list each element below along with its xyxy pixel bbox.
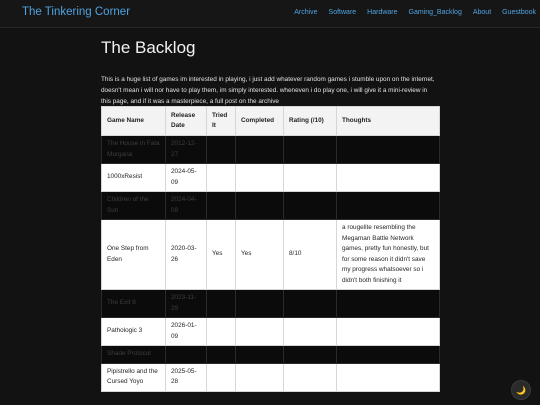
cell-completed: Yes (236, 220, 284, 290)
cell-thoughts (337, 192, 440, 220)
cell-tried-it (207, 318, 236, 346)
cell-tried-it (207, 346, 236, 364)
nav-link-gaming-backlog[interactable]: Gaming_Backlog (408, 9, 462, 16)
cell-rating: 8/10 (284, 220, 337, 290)
header-release-date: Release Date (166, 107, 207, 136)
cell-completed (236, 363, 284, 391)
cell-game-name: Pipistrello and the Cursed Yoyo (102, 363, 166, 391)
cell-release-date (166, 346, 207, 364)
cell-game-name: 1000xResist (102, 164, 166, 192)
intro-paragraph: This is a huge list of games im interested in playing, i just add whatever random games i stumble upon on the internet, doesn't mean i will nor have to play them, im simply interested. wheneven i do play one, i will give it a mini-review in this page, and if it was a masterpiece, a full post on the archive (101, 76, 435, 105)
cell-completed (236, 136, 284, 164)
cell-release-date: 2023-11-29 (166, 290, 207, 318)
cell-tried-it (207, 192, 236, 220)
cell-game-name: The Exit 8 (102, 290, 166, 318)
cell-game-name: Pathologic 3 (102, 318, 166, 346)
theme-toggle-button[interactable] (511, 380, 531, 400)
nav-link-guestbook[interactable]: Guestbook (502, 9, 536, 16)
cell-completed (236, 192, 284, 220)
header-rating: Rating (/10) (284, 107, 337, 136)
navbar (0, 0, 540, 28)
moon-icon: 🌙 (516, 385, 526, 395)
cell-rating (284, 290, 337, 318)
header-tried-it: Tried It (207, 107, 236, 136)
table-body (102, 136, 440, 392)
cell-completed (236, 290, 284, 318)
backlog-table (101, 106, 440, 392)
cell-release-date: 2024-05-09 (166, 164, 207, 192)
table-row (102, 363, 440, 391)
cell-tried-it (207, 164, 236, 192)
page-title: The Backlog (101, 38, 196, 57)
site-brand-link[interactable]: The Tinkering Corner (22, 6, 131, 18)
table-row (102, 318, 440, 346)
table-header-row (102, 107, 440, 136)
cell-thoughts: a rougelite resembling the Megaman Battle Network games, pretty fun honestly, but for some reason it didn't save my progress whatsoever so i didn't both finishing it (337, 220, 440, 290)
cell-rating (284, 363, 337, 391)
table-row (102, 346, 440, 364)
cell-rating (284, 164, 337, 192)
cell-game-name: The House in Fata Morgana (102, 136, 166, 164)
table-row (102, 220, 440, 290)
table-row (102, 290, 440, 318)
table-row (102, 136, 440, 164)
nav-link-software[interactable]: Software (328, 9, 357, 16)
header-thoughts: Thoughts (337, 107, 440, 136)
table-row (102, 164, 440, 192)
cell-rating (284, 192, 337, 220)
cell-thoughts (337, 290, 440, 318)
nav-link-archive[interactable]: Archive (294, 9, 318, 16)
nav-link-about[interactable]: About (472, 9, 492, 16)
cell-game-name: Children of the Sun (102, 192, 166, 220)
cell-rating (284, 346, 337, 364)
cell-thoughts (337, 164, 440, 192)
cell-rating (284, 136, 337, 164)
cell-tried-it (207, 290, 236, 318)
cell-tried-it: Yes (207, 220, 236, 290)
cell-rating (284, 318, 337, 346)
cell-release-date: 2012-12-27 (166, 136, 207, 164)
nav-links (283, 9, 536, 16)
cell-release-date: 2026-01-09 (166, 318, 207, 346)
cell-game-name: Shade Protocol (102, 346, 166, 364)
cell-thoughts (337, 136, 440, 164)
cell-thoughts (337, 363, 440, 391)
cell-tried-it (207, 136, 236, 164)
cell-completed (236, 346, 284, 364)
cell-release-date: 2025-05-28 (166, 363, 207, 391)
cell-game-name: One Step from Eden (102, 220, 166, 290)
cell-tried-it (207, 363, 236, 391)
cell-completed (236, 164, 284, 192)
nav-link-hardware[interactable]: Hardware (367, 9, 398, 16)
cell-thoughts (337, 346, 440, 364)
cell-release-date: 2024-04-09 (166, 192, 207, 220)
cell-completed (236, 318, 284, 346)
cell-thoughts (337, 318, 440, 346)
header-completed: Completed (236, 107, 284, 136)
table-row (102, 192, 440, 220)
header-game-name: Game Name (102, 107, 166, 136)
cell-release-date: 2020-03-26 (166, 220, 207, 290)
